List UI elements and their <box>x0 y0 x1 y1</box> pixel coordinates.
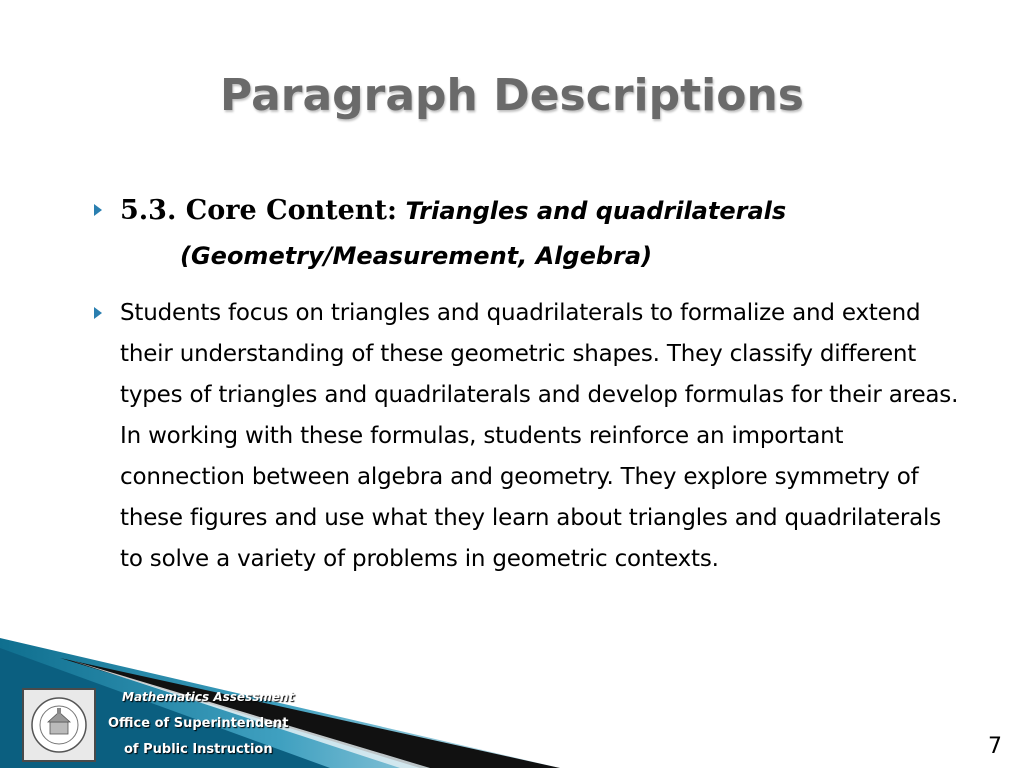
section-topic: Triangles and quadrilaterals <box>405 197 787 225</box>
bullet-item-heading <box>90 188 970 279</box>
state-seal-icon <box>22 688 96 762</box>
slide-content <box>90 188 970 580</box>
slide-title: Paragraph Descriptions <box>220 70 804 121</box>
section-subtopic: (Geometry/Measurement, Algebra) <box>180 242 653 270</box>
bullet-item-description <box>90 293 970 580</box>
footer-line-instruction: of Public Instruction <box>124 742 273 757</box>
page-number: 7 <box>988 734 1002 759</box>
description-text: Students focus on triangles and quadrilaterals to formalize and extend their understanding of these geometric shapes. They classify different types of triangles and quadrilaterals and develop formulas for their areas. In working with these formulas, students reinforce an important connection between algebra and geometry. They explore symmetry of these figures and use what they learn about triangles and quadrilaterals to solve a variety of problems in geometric contexts. <box>120 300 959 572</box>
footer-line-office: Office of Superintendent <box>108 716 289 731</box>
triangle-bullet-icon <box>94 307 102 319</box>
triangle-bullet-icon <box>94 204 102 216</box>
footer-line-assessment: Mathematics Assessment <box>122 690 295 704</box>
section-heading <box>120 188 970 279</box>
section-number: 5.3. Core Content: <box>120 195 397 226</box>
